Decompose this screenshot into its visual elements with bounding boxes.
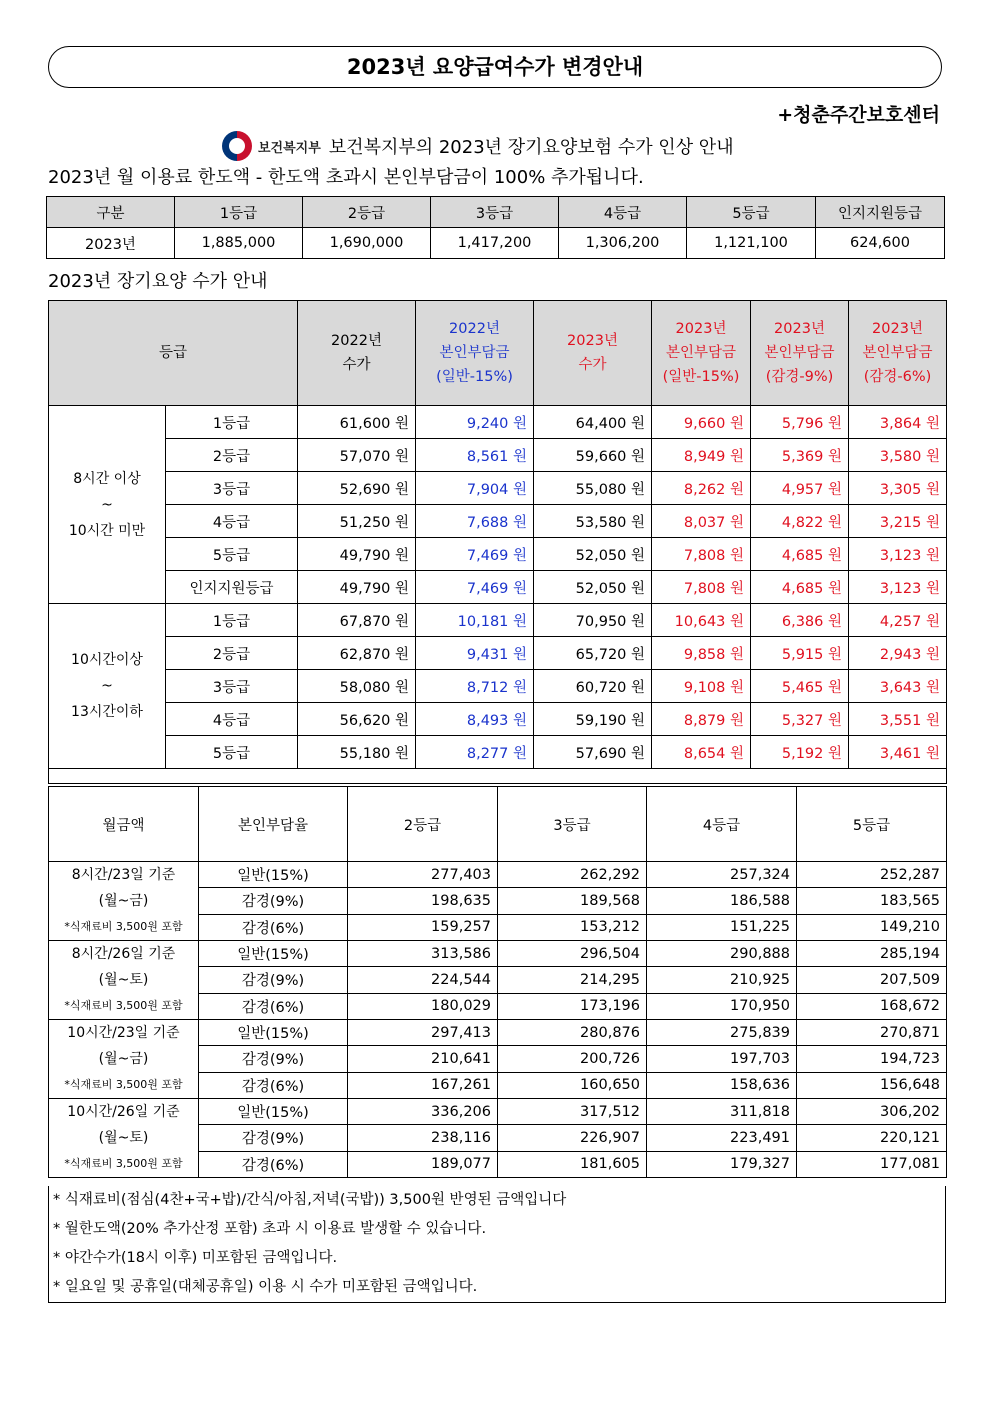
fee-value-cell: 3,580 원 [849,439,947,472]
monthly-value-cell: 180,029 [348,993,498,1019]
fee-value-cell: 5,915 원 [751,637,849,670]
monthly-value-cell: 197,703 [647,1046,797,1072]
monthly-table-row [49,862,947,888]
fee-table-row [49,472,947,505]
limit-cell: 1,690,000 [303,228,431,259]
fee-grade-cell: 5등급 [166,736,298,769]
fee-value-cell: 52,690 원 [298,472,416,505]
note-line: * 일요일 및 공휴일(대체공휴일) 이용 시 수가 미포함된 금액입니다. [53,1279,478,1295]
limit-table-header [47,197,945,228]
monthly-value-cell: 226,907 [498,1125,647,1151]
fee-value-cell: 4,685 원 [751,538,849,571]
limit-cell: 624,600 [816,228,945,259]
monthly-value-cell: 311,818 [647,1099,797,1125]
notes [48,1186,946,1303]
spacer-cell [49,769,947,784]
monthly-value-cell: 313,586 [348,941,498,967]
header-line: 수가 [578,357,607,373]
fee-grade-cell: 5등급 [166,538,298,571]
fee-value-cell: 7,808 원 [652,571,751,604]
monthly-value-cell: 170,950 [647,993,797,1019]
fee-value-cell: 10,643 원 [652,604,751,637]
fee-table-row [49,670,947,703]
monthly-table-header [49,787,947,862]
monthly-value-cell: 275,839 [647,1020,797,1046]
monthly-value-cell: 158,636 [647,1072,797,1098]
limit-heading: 2023년 월 이용료 한도액 - 한도액 초과시 본인부담금이 100% 추가됩니다. [48,167,644,188]
fee-value-cell: 8,949 원 [652,439,751,472]
fee-value-cell: 8,262 원 [652,472,751,505]
monthly-value-cell: 306,202 [797,1099,947,1125]
fee-value-cell: 4,822 원 [751,505,849,538]
fee-value-cell: 3,123 원 [849,538,947,571]
fee-value-cell: 4,957 원 [751,472,849,505]
header-line: 본인부담금 [439,345,510,361]
fee-value-cell: 57,690 원 [534,736,652,769]
limit-table [46,196,945,259]
fee-grade-cell: 3등급 [166,670,298,703]
monthly-value-cell: 200,726 [498,1046,647,1072]
copay-rate-cell: 일반(15%) [199,1020,348,1046]
header-line: (일반-15%) [436,369,513,385]
fee-value-cell: 7,808 원 [652,538,751,571]
monthly-value-cell: 160,650 [498,1072,647,1098]
monthly-value-cell: 173,196 [498,993,647,1019]
monthly-value-cell: 167,261 [348,1072,498,1098]
fee-value-cell: 2,943 원 [849,637,947,670]
fee-value-cell: 7,904 원 [416,472,534,505]
fee-table-row [49,604,947,637]
ministry-notice-text: 보건복지부의 2023년 장기요양보험 수가 인상 안내 [328,137,734,158]
fee-value-cell: 59,190 원 [534,703,652,736]
monthly-value-cell: 290,888 [647,941,797,967]
header-line: 2022년 [331,333,382,349]
fee-grade-cell: 4등급 [166,505,298,538]
copay-rate-cell: 감경(9%) [199,967,348,993]
monthly-value-cell: 214,295 [498,967,647,993]
monthly-value-cell: 224,544 [348,967,498,993]
fee-value-cell: 8,037 원 [652,505,751,538]
monthly-value-cell: 159,257 [348,914,498,940]
monthly-value-cell: 153,212 [498,914,647,940]
fee-value-cell: 3,461 원 [849,736,947,769]
copay-rate-cell: 일반(15%) [199,941,348,967]
group-label-line: 13시간이하 [71,704,143,720]
copay-rate-cell: 감경(9%) [199,1046,348,1072]
fee-value-cell: 5,369 원 [751,439,849,472]
copay-rate-cell: 감경(6%) [199,1072,348,1098]
fee-header-2023-fee [534,301,652,406]
monthly-table-row [49,941,947,967]
fee-value-cell: 3,305 원 [849,472,947,505]
limit-header-cell: 4등급 [559,197,687,228]
limit-cell: 1,417,200 [431,228,559,259]
monthly-value-cell: 194,723 [797,1046,947,1072]
group-label-line: (월~토) [98,1130,149,1146]
header-line: 본인부담금 [764,345,835,361]
fee-table-row [49,439,947,472]
fee-value-cell: 51,250 원 [298,505,416,538]
group-label-line: 8시간/26일 기준 [71,946,176,962]
fee-value-cell: 55,080 원 [534,472,652,505]
monthly-value-cell: 168,672 [797,993,947,1019]
limit-cell: 2023년 [47,228,175,259]
fee-grade-cell: 2등급 [166,439,298,472]
fee-table-row [49,538,947,571]
monthly-value-cell: 189,568 [498,888,647,914]
monthly-value-cell: 207,509 [797,967,947,993]
monthly-header-cell: 2등급 [348,787,498,862]
fee-table-row [49,406,947,439]
fee-value-cell: 61,600 원 [298,406,416,439]
fee-header-2023-copay-9 [751,301,849,406]
monthly-value-cell: 186,588 [647,888,797,914]
header-line: 2023년 [774,321,825,337]
fee-table-row [49,505,947,538]
monthly-value-cell: 156,648 [797,1072,947,1098]
fee-header-grade: 등급 [49,301,298,406]
limit-cell: 1,885,000 [175,228,303,259]
monthly-value-cell: 198,635 [348,888,498,914]
fee-grade-cell: 4등급 [166,703,298,736]
monthly-value-cell: 149,210 [797,914,947,940]
limit-header-cell: 인지지원등급 [816,197,945,228]
header-line: 본인부담금 [862,345,933,361]
fee-grade-cell: 1등급 [166,604,298,637]
monthly-header-cell: 본인부담율 [199,787,348,862]
fee-value-cell: 49,790 원 [298,571,416,604]
header-line: 2022년 [449,321,500,337]
fee-table [48,300,947,784]
fee-value-cell: 5,465 원 [751,670,849,703]
limit-header-cell: 구분 [47,197,175,228]
fee-grade-cell: 2등급 [166,637,298,670]
fee-value-cell: 7,469 원 [416,538,534,571]
fee-value-cell: 8,277 원 [416,736,534,769]
group-label-line: 8시간 이상 [73,470,141,487]
fee-value-cell: 4,257 원 [849,604,947,637]
ministry-notice [222,132,734,160]
fee-value-cell: 3,215 원 [849,505,947,538]
page-title: 2023년 요양급여수가 변경안내 [48,46,942,88]
group-label-line: (월~금) [98,1051,149,1067]
header-line: (감경-9%) [765,369,834,385]
fee-value-cell: 9,660 원 [652,406,751,439]
fee-grade-cell: 3등급 [166,472,298,505]
fee-table-spacer [49,769,947,784]
group-label-line: 10시간 미만 [68,522,146,539]
group-label-line: ~ [101,496,113,513]
monthly-value-cell: 220,121 [797,1125,947,1151]
monthly-group-label [49,862,199,941]
fee-value-cell: 9,431 원 [416,637,534,670]
fee-value-cell: 8,493 원 [416,703,534,736]
monthly-value-cell: 285,194 [797,941,947,967]
monthly-header-cell: 월금액 [49,787,199,862]
monthly-group-label [49,1099,199,1178]
monthly-value-cell: 336,206 [348,1099,498,1125]
fee-table-row [49,637,947,670]
group-label-line: 10시간/23일 기준 [67,1025,180,1041]
monthly-value-cell: 317,512 [498,1099,647,1125]
monthly-value-cell: 183,565 [797,888,947,914]
copay-rate-cell: 감경(6%) [199,1151,348,1177]
header-line: 본인부담금 [665,345,737,361]
fee-value-cell: 9,240 원 [416,406,534,439]
fee-table-row [49,736,947,769]
fee-header-2022-fee [298,301,416,406]
copay-rate-cell: 일반(15%) [199,862,348,888]
note-line: * 월한도액(20% 추가산정 포함) 초과 시 이용료 발생할 수 있습니다. [53,1221,487,1237]
fee-value-cell: 6,386 원 [751,604,849,637]
monthly-value-cell: 151,225 [647,914,797,940]
fee-value-cell: 8,561 원 [416,439,534,472]
header-line: 2023년 [872,321,923,337]
fee-header-2023-copay-general [652,301,751,406]
fee-value-cell: 60,720 원 [534,670,652,703]
fee-header-2023-copay-6 [849,301,947,406]
fee-value-cell: 9,858 원 [652,637,751,670]
fee-value-cell: 55,180 원 [298,736,416,769]
monthly-value-cell: 280,876 [498,1020,647,1046]
fee-value-cell: 53,580 원 [534,505,652,538]
monthly-group-label [49,941,199,1020]
monthly-group-label [49,1020,199,1099]
limit-header-cell: 1등급 [175,197,303,228]
group-label-line: (월~토) [98,972,149,988]
monthly-value-cell: 179,327 [647,1151,797,1177]
monthly-value-cell: 210,925 [647,967,797,993]
copay-rate-cell: 감경(6%) [199,914,348,940]
copay-rate-cell: 감경(9%) [199,1125,348,1151]
copay-rate-cell: 감경(6%) [199,993,348,1019]
monthly-value-cell: 189,077 [348,1151,498,1177]
fee-group-label [49,406,166,604]
monthly-value-cell: 210,641 [348,1046,498,1072]
fee-value-cell: 59,660 원 [534,439,652,472]
fee-value-cell: 57,070 원 [298,439,416,472]
fee-table-row [49,571,947,604]
fee-value-cell: 64,400 원 [534,406,652,439]
ministry-logo-text: 보건복지부 [258,140,321,156]
header-line: 수가 [342,357,371,373]
group-label-line: ~ [101,678,113,694]
fee-value-cell: 3,123 원 [849,571,947,604]
fee-value-cell: 5,796 원 [751,406,849,439]
note-line: * 야간수가(18시 이후) 미포함된 금액입니다. [53,1250,338,1266]
monthly-value-cell: 177,081 [797,1151,947,1177]
group-label-line: 10시간/26일 기준 [67,1104,180,1120]
header-line: (감경-6%) [863,369,932,385]
fee-grade-cell: 1등급 [166,406,298,439]
fee-group-label [49,604,166,769]
fee-table-row [49,703,947,736]
ministry-logo-icon [222,131,252,161]
monthly-value-cell: 257,324 [647,862,797,888]
group-label-line: 8시간/23일 기준 [71,867,176,883]
group-label-line: (월~금) [98,893,149,909]
limit-header-cell: 5등급 [687,197,816,228]
fee-value-cell: 49,790 원 [298,538,416,571]
monthly-header-cell: 5등급 [797,787,947,862]
fee-value-cell: 70,950 원 [534,604,652,637]
copay-rate-cell: 감경(9%) [199,888,348,914]
monthly-header-cell: 3등급 [498,787,647,862]
monthly-value-cell: 270,871 [797,1020,947,1046]
note-line: * 식재료비(점심(4찬+국+밥)/간식/아침,저녁(국밥)) 3,500원 반영된 금액입니다 [53,1192,567,1208]
monthly-table-row [49,1099,947,1125]
fee-value-cell: 8,712 원 [416,670,534,703]
fee-value-cell: 3,551 원 [849,703,947,736]
group-label-line: *식재료비 3,500원 포함 [64,1078,183,1091]
group-label-line: 10시간이상 [71,652,143,668]
limit-header-cell: 3등급 [431,197,559,228]
monthly-value-cell: 262,292 [498,862,647,888]
fee-value-cell: 62,870 원 [298,637,416,670]
monthly-value-cell: 277,403 [348,862,498,888]
monthly-value-cell: 297,413 [348,1020,498,1046]
fee-value-cell: 3,864 원 [849,406,947,439]
fee-grade-cell: 인지지원등급 [166,571,298,604]
monthly-value-cell: 252,287 [797,862,947,888]
fee-value-cell: 58,080 원 [298,670,416,703]
fee-value-cell: 5,327 원 [751,703,849,736]
header-line: 2023년 [675,321,727,337]
fee-value-cell: 67,870 원 [298,604,416,637]
fee-value-cell: 9,108 원 [652,670,751,703]
group-label-line: *식재료비 3,500원 포함 [64,920,183,933]
monthly-table [48,786,947,1178]
center-name: +청춘주간보호센터 [777,104,940,126]
fee-value-cell: 10,181 원 [416,604,534,637]
monthly-table-row [49,1020,947,1046]
header-line: (일반-15%) [662,369,740,385]
limit-header-cell: 2등급 [303,197,431,228]
fee-value-cell: 5,192 원 [751,736,849,769]
limit-cell: 1,306,200 [559,228,687,259]
fee-value-cell: 52,050 원 [534,571,652,604]
fee-value-cell: 7,469 원 [416,571,534,604]
fee-value-cell: 52,050 원 [534,538,652,571]
monthly-value-cell: 238,116 [348,1125,498,1151]
fee-header-2022-copay [416,301,534,406]
monthly-header-cell: 4등급 [647,787,797,862]
group-label-line: *식재료비 3,500원 포함 [64,1157,183,1170]
fee-value-cell: 3,643 원 [849,670,947,703]
fee-value-cell: 4,685 원 [751,571,849,604]
fee-value-cell: 8,879 원 [652,703,751,736]
copay-rate-cell: 일반(15%) [199,1099,348,1125]
fee-table-header [49,301,947,406]
limit-table-row [47,228,945,259]
fee-value-cell: 8,654 원 [652,736,751,769]
monthly-value-cell: 296,504 [498,941,647,967]
monthly-value-cell: 223,491 [647,1125,797,1151]
monthly-value-cell: 181,605 [498,1151,647,1177]
fee-value-cell: 65,720 원 [534,637,652,670]
fee-value-cell: 56,620 원 [298,703,416,736]
fee-value-cell: 7,688 원 [416,505,534,538]
fee-heading: 2023년 장기요양 수가 안내 [48,271,268,292]
limit-cell: 1,121,100 [687,228,816,259]
header-line: 2023년 [567,333,618,349]
group-label-line: *식재료비 3,500원 포함 [64,999,183,1012]
